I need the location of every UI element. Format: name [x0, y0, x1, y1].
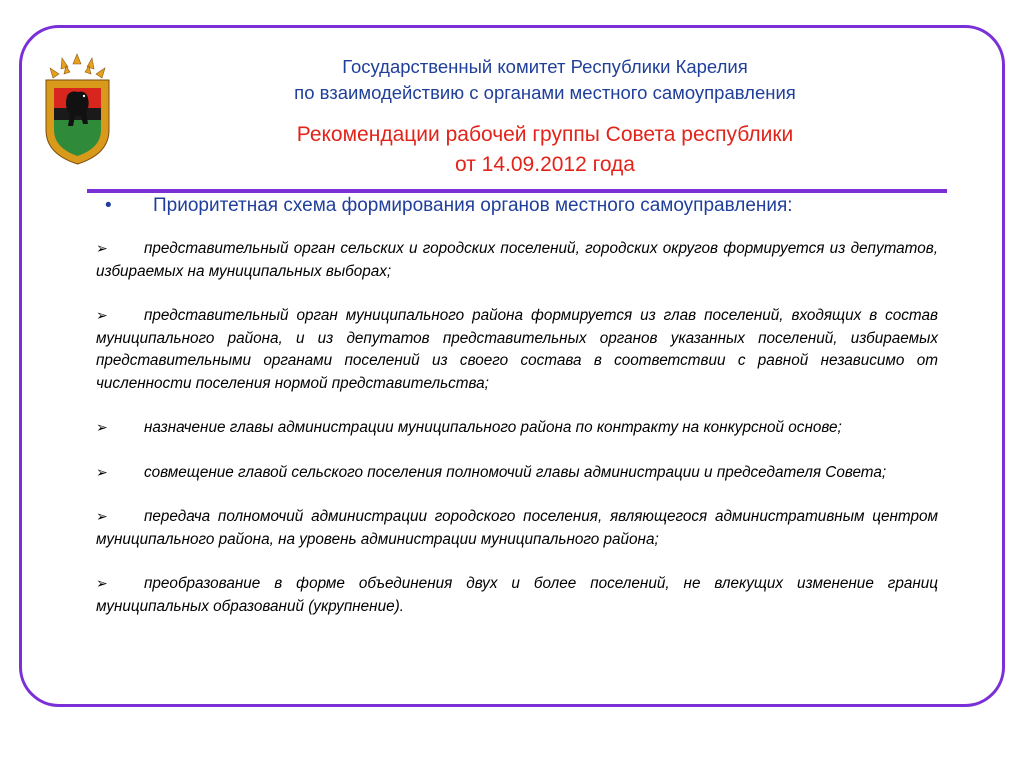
list-item — [96, 237, 938, 283]
list-item — [96, 461, 938, 485]
list-item — [96, 505, 938, 551]
organization-title-line2: по взаимодействию с органами местного самоуправления — [294, 82, 796, 103]
arrow-bullet-icon: ➢ — [96, 240, 108, 256]
priority-heading — [105, 195, 793, 217]
list-item-text: совмещение главой сельского поселения полномочий главы администрации и председателя Совета; — [144, 463, 887, 481]
arrow-bullet-icon: ➢ — [96, 307, 108, 323]
list-item-text: назначение главы администрации муниципального района по контракту на конкурсной основе; — [144, 419, 842, 436]
arrow-bullet-icon: ➢ — [96, 508, 108, 524]
bullet-icon: • — [105, 195, 112, 216]
recommendations-date: от 14.09.2012 года — [455, 153, 635, 176]
divider-line — [87, 189, 947, 193]
recommendations-title-line1: Рекомендации рабочей группы Совета республики — [296, 123, 794, 146]
priority-heading-text: Приоритетная схема формирования органов местного самоуправления: — [153, 195, 793, 216]
karelia-coat-of-arms-icon — [40, 52, 115, 167]
list-item-text: преобразование в форме объединения двух и более поселений, не влекущих изменение границ муниципальных образований (укрупнение). — [96, 575, 938, 615]
list-item — [96, 572, 938, 618]
list-item — [96, 304, 938, 395]
list-item — [96, 416, 938, 440]
arrow-bullet-icon: ➢ — [96, 575, 108, 591]
recommendations-title — [200, 120, 890, 180]
arrow-bullet-icon: ➢ — [96, 463, 108, 480]
organization-title-line1: Государственный комитет Республики Карелия — [342, 56, 748, 77]
list-item-text: представительный орган муниципального района формируется из глав поселений, входящих в состав муниципального района, и из депутатов представительных органов указанных поселений, избираемых представительными органами поселений из своего состава в соответствии с равной независимо от численности поселения нормой представительства; — [96, 307, 938, 392]
arrow-bullet-icon: ➢ — [96, 419, 108, 435]
list-item-text: передача полномочий администрации городского поселения, являющегося административным центром муниципального района, на уровень администрации муниципального района; — [96, 508, 938, 548]
list-item-text: представительный орган сельских и городских поселений, городских округов формируется из депутатов, избираемых на муниципальных выборах; — [96, 240, 938, 280]
organization-title — [200, 54, 890, 106]
recommendation-list — [96, 237, 938, 618]
